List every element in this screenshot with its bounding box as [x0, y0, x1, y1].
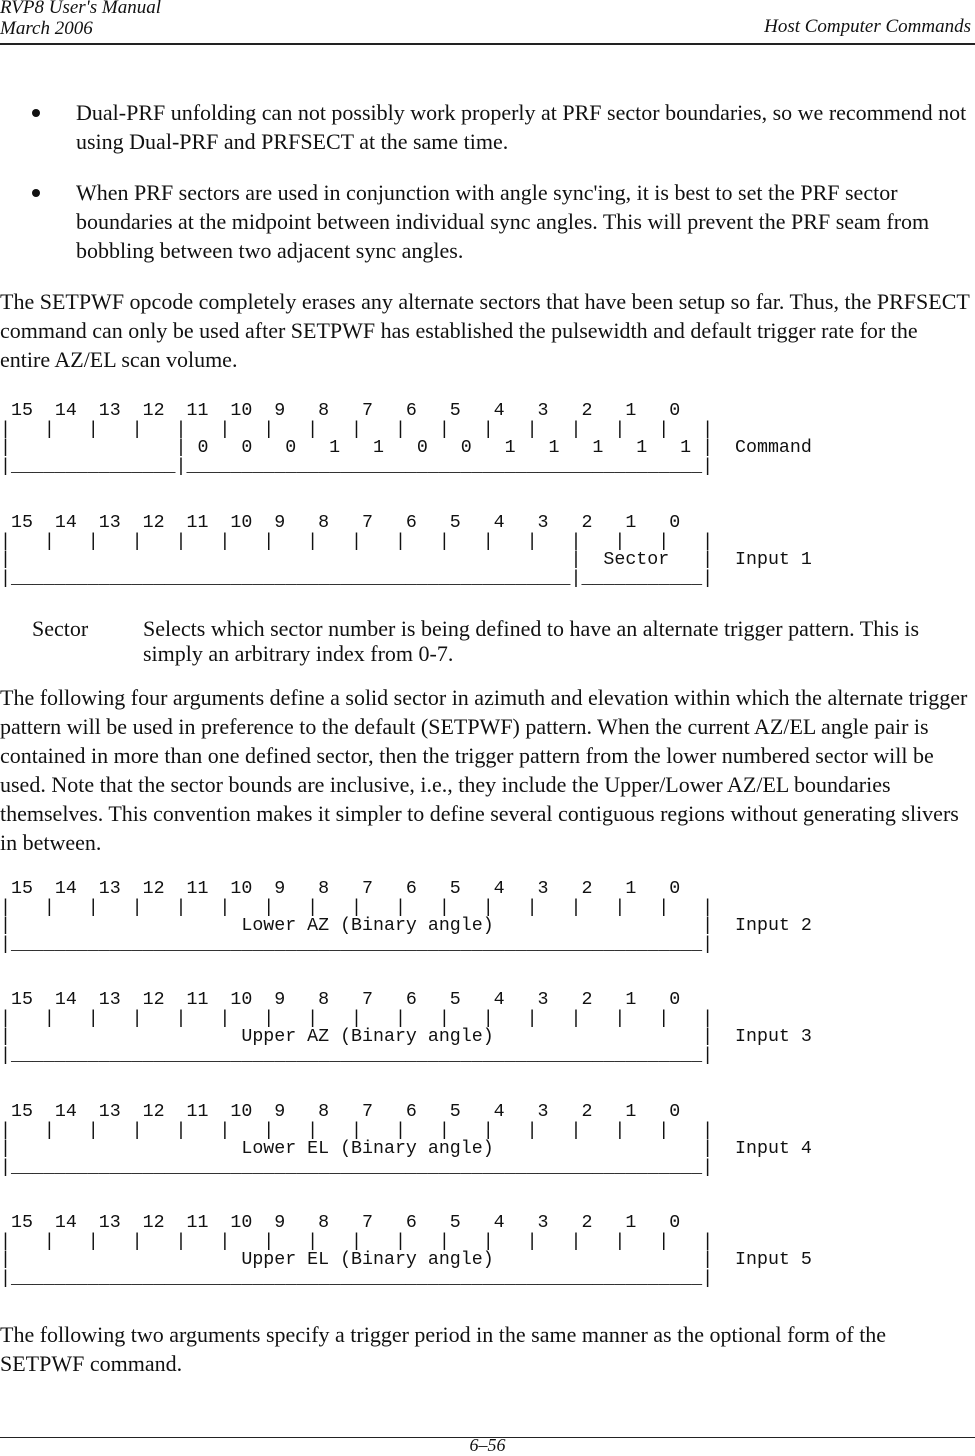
- definition-description: Selects which sector number is being defined to have an alternate trigger pattern. This is simply an arbitrary index from 0-7.: [143, 616, 920, 666]
- paragraph-setpwf: The SETPWF opcode completely erases any alternate sectors that have been setup so far. Thus, the PRFSECT command can only be used after SETPWF has established the pulsewidth and default trigger rate for the entire AZ/EL scan volume.: [0, 289, 970, 372]
- header-date: March 2006: [0, 18, 93, 39]
- header-rule: [0, 43, 975, 45]
- bullet-dot-icon: [32, 109, 40, 117]
- register-input-4: 15 14 13 12 11 10 9 8 7 6 5 4 3 2 1 0 | | | | | | | | | | | | | | | | | | Lower EL (Binary angle) | Input 4 |_______________________________________________________________|: [0, 1102, 812, 1178]
- register-input-1: 15 14 13 12 11 10 9 8 7 6 5 4 3 2 1 0 | | | | | | | | | | | | | | | | | | | Sector | Input 1 |___________________________________________________|___________|: [0, 513, 812, 589]
- bullet-text: Dual-PRF unfolding can not possibly work properly at PRF sector boundaries, so we recommend not using Dual-PRF and PRFSECT at the same time.: [76, 100, 967, 154]
- register-command: 15 14 13 12 11 10 9 8 7 6 5 4 3 2 1 0 | | | | | | | | | | | | | | | | | | | 0 0 0 1 1 0 0 1 1 1 1 1 | Command |_______________|_______________________________________________|: [0, 401, 812, 477]
- definition-term: Sector: [32, 616, 89, 641]
- bullet-item: [32, 98, 967, 156]
- register-input-5: 15 14 13 12 11 10 9 8 7 6 5 4 3 2 1 0 | | | | | | | | | | | | | | | | | | Upper EL (Binary angle) | Input 5 |_______________________________________________________________|: [0, 1213, 812, 1289]
- register-input-2: 15 14 13 12 11 10 9 8 7 6 5 4 3 2 1 0 | | | | | | | | | | | | | | | | | | Lower AZ (Binary angle) | Input 2 |_______________________________________________________________|: [0, 879, 812, 955]
- bullet-text: When PRF sectors are used in conjunction with angle sync'ing, it is best to set the PRF sector boundaries at the midpoint between individual sync angles. This will prevent the PRF seam from bobbling between two adjacent sync angles.: [76, 180, 930, 263]
- paragraph-four-arguments: The following four arguments define a solid sector in azimuth and elevation within which the alternate trigger pattern will be used in preference to the default (SETPWF) pattern. When the current AZ/EL angle pair is contained in more than one defined sector, then the trigger pattern from the lower numbered sector will be used. Note that the sector bounds are inclusive, i.e., they include the Upper/Lower AZ/EL boundaries themselves. This convention makes it simpler to define several contiguous regions without generating slivers in between.: [0, 685, 968, 855]
- bullet-item: [32, 178, 967, 265]
- header-manual-info: [0, 0, 161, 39]
- sector-definition: [32, 616, 972, 666]
- bullet-dot-icon: [32, 189, 40, 197]
- header-manual-title: RVP8 User's Manual: [0, 0, 161, 18]
- page-number: 6–56: [469, 1435, 506, 1455]
- header-section-title: Host Computer Commands: [764, 16, 971, 37]
- register-input-3: 15 14 13 12 11 10 9 8 7 6 5 4 3 2 1 0 | | | | | | | | | | | | | | | | | | Upper AZ (Binary angle) | Input 3 |_______________________________________________________________|: [0, 990, 812, 1066]
- paragraph-two-arguments: The following two arguments specify a trigger period in the same manner as the optional form of the SETPWF command.: [0, 1322, 887, 1376]
- page-header: [0, 0, 975, 45]
